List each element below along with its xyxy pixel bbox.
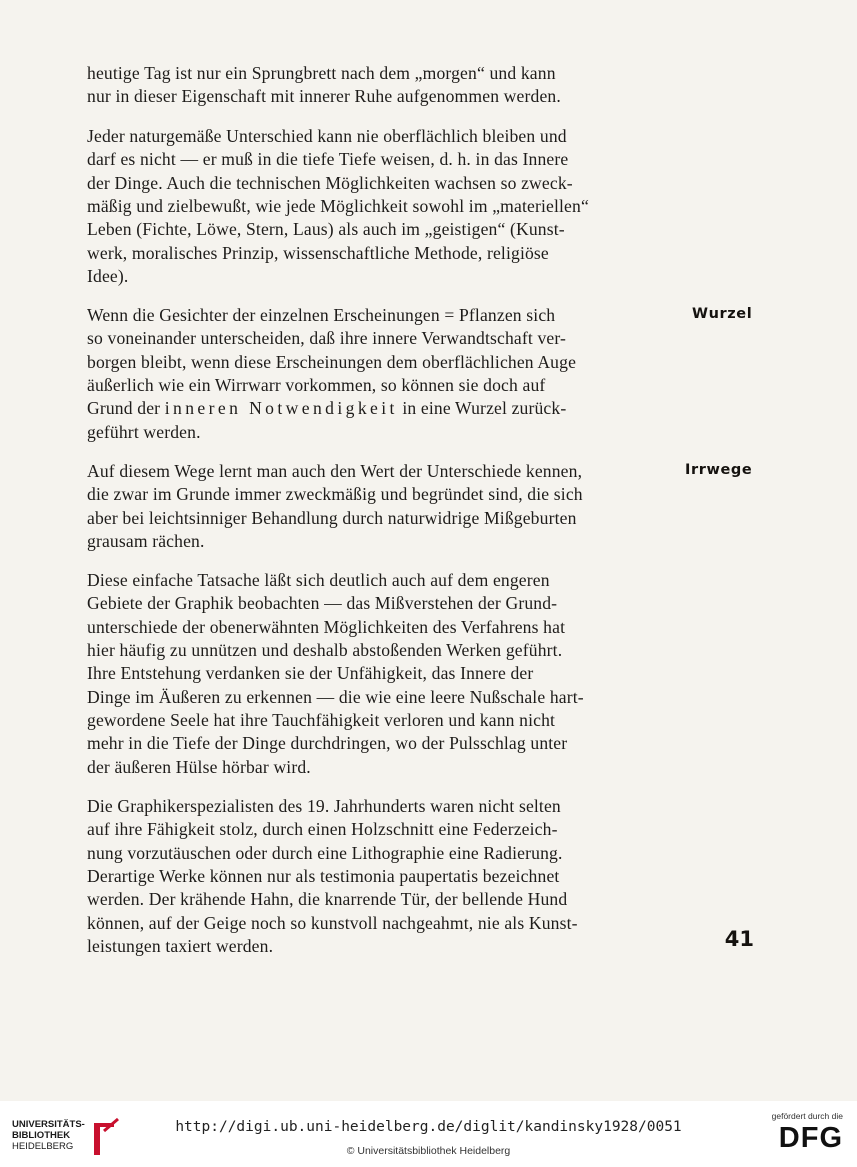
paragraph-5 [87,569,642,779]
text-line: mäßig und zielbewußt, wie jede Möglichkeit sowohl im „materiellen“ [87,196,589,217]
text-line: darf es nicht — er muß in die tiefe Tiefe weisen, d. h. in das Innere [87,149,569,170]
text-line: Leben (Fichte, Löwe, Stern, Laus) als auch im „geistigen“ (Kunst- [87,219,565,240]
text-line [87,397,642,420]
paragraph-2 [87,125,642,288]
permalink-url[interactable]: http://digi.ub.uni-heidelberg.de/diglit/kandinsky1928/0051 [175,1119,682,1135]
text-line: unterschiede der obenerwähnten Möglichkeiten des Verfahrens hat [87,616,566,637]
text-line: Idee). [87,266,129,287]
paragraph-1 [87,62,642,109]
text-line: Jeder naturgemäße Unterschied kann nie oberflächlich bleiben und [87,126,567,146]
text-line: so voneinander unterscheiden, daß ihre innere Verwandtschaft ver- [87,328,567,349]
text-line: heutige Tag ist nur ein Sprungbrett nach dem „morgen“ und kann [87,63,556,83]
text-line: Ihre Entstehung verdanken sie der Unfähigkeit, das Innere der [87,663,534,684]
paragraph-4 [87,460,642,553]
text-line: nung vorzutäuschen oder durch eine Lithographie eine Radierung. [87,842,563,863]
text-line: der äußeren Hülse hörbar wird. [87,756,311,777]
text-line: auf ihre Fähigkeit stolz, durch einen Holzschnitt eine Federzeich- [87,819,558,840]
page-number: 41 [724,927,754,951]
paragraph-6 [87,795,642,958]
text-line: Diese einfache Tatsache läßt sich deutlich auch auf dem engeren [87,570,550,590]
text-line: Wenn die Gesichter der einzelnen Erscheinungen = Pflanzen sich [87,305,556,325]
text-line: borgen bleibt, wenn diese Erscheinungen dem oberflächlichen Auge [87,351,577,372]
library-name-line3: HEIDELBERG [12,1141,74,1152]
dfg-wordmark: DFG [778,1122,843,1154]
text-line: äußerlich wie ein Wirrwarr vorkommen, so können sie doch auf [87,375,546,396]
footer-bar [0,1101,857,1167]
funding-text: gefördert durch die [771,1111,843,1121]
text-line: geführt werden. [87,421,201,442]
text-line: Die Graphikerspezialisten des 19. Jahrhunderts waren nicht selten [87,796,561,816]
margin-label-wurzel: Wurzel [692,306,753,322]
dfg-logo[interactable] [748,1111,843,1153]
copyright-notice: © Universitätsbibliothek Heidelberg [346,1145,511,1157]
text-line: hier häufig zu unnützen und deshalb abstoßenden Werken geführt. [87,640,563,661]
paragraph-3 [87,304,642,444]
text-line: mehr in die Tiefe der Dinge durchdringen, wo der Pulsschlag unter [87,733,568,754]
spaced-emphasis: inneren Notwendigkeit [164,398,398,419]
text-segment: in eine Wurzel zurück- [397,398,567,419]
text-line: Auf diesem Wege lernt man auch den Wert der Unterschiede kennen, [87,461,583,481]
text-line: Gebiete der Graphik beobachten — das Mißverstehen der Grund- [87,593,558,614]
text-line: grausam rächen. [87,531,205,552]
text-line: nur in dieser Eigenschaft mit innerer Ruhe aufgenommen werden. [87,86,561,107]
text-line: Derartige Werke können nur als testimonia paupertatis bezeichnet [87,866,560,887]
library-name-line1: UNIVERSITÄTS- [12,1119,85,1130]
text-segment: Grund der [87,398,165,419]
text-line: können, auf der Geige noch so kunstvoll nachgeahmt, nie als Kunst- [87,912,578,933]
text-line: aber bei leichtsinniger Behandlung durch naturwidrige Mißgeburten [87,507,577,528]
text-line: werk, moralisches Prinzip, wissenschaftliche Methode, religiöse [87,242,549,263]
text-line: gewordene Seele hat ihre Tauchfähigkeit verloren und kann nicht [87,710,556,731]
text-line: die zwar im Grunde immer zweckmäßig und begründet sind, die sich [87,484,583,505]
library-name-line2: BIBLIOTHEK [12,1130,71,1141]
text-line: Dinge im Äußeren zu erkennen — die wie eine leere Nußschale hart- [87,686,584,707]
text-line: werden. Der krähende Hahn, die knarrende Tür, der bellende Hund [87,889,568,910]
margin-label-irrwege: Irrwege [685,462,753,478]
text-line: der Dinge. Auch die technischen Möglichkeiten wachsen so zweck- [87,172,573,193]
text-line: leistungen taxiert werden. [87,936,274,957]
